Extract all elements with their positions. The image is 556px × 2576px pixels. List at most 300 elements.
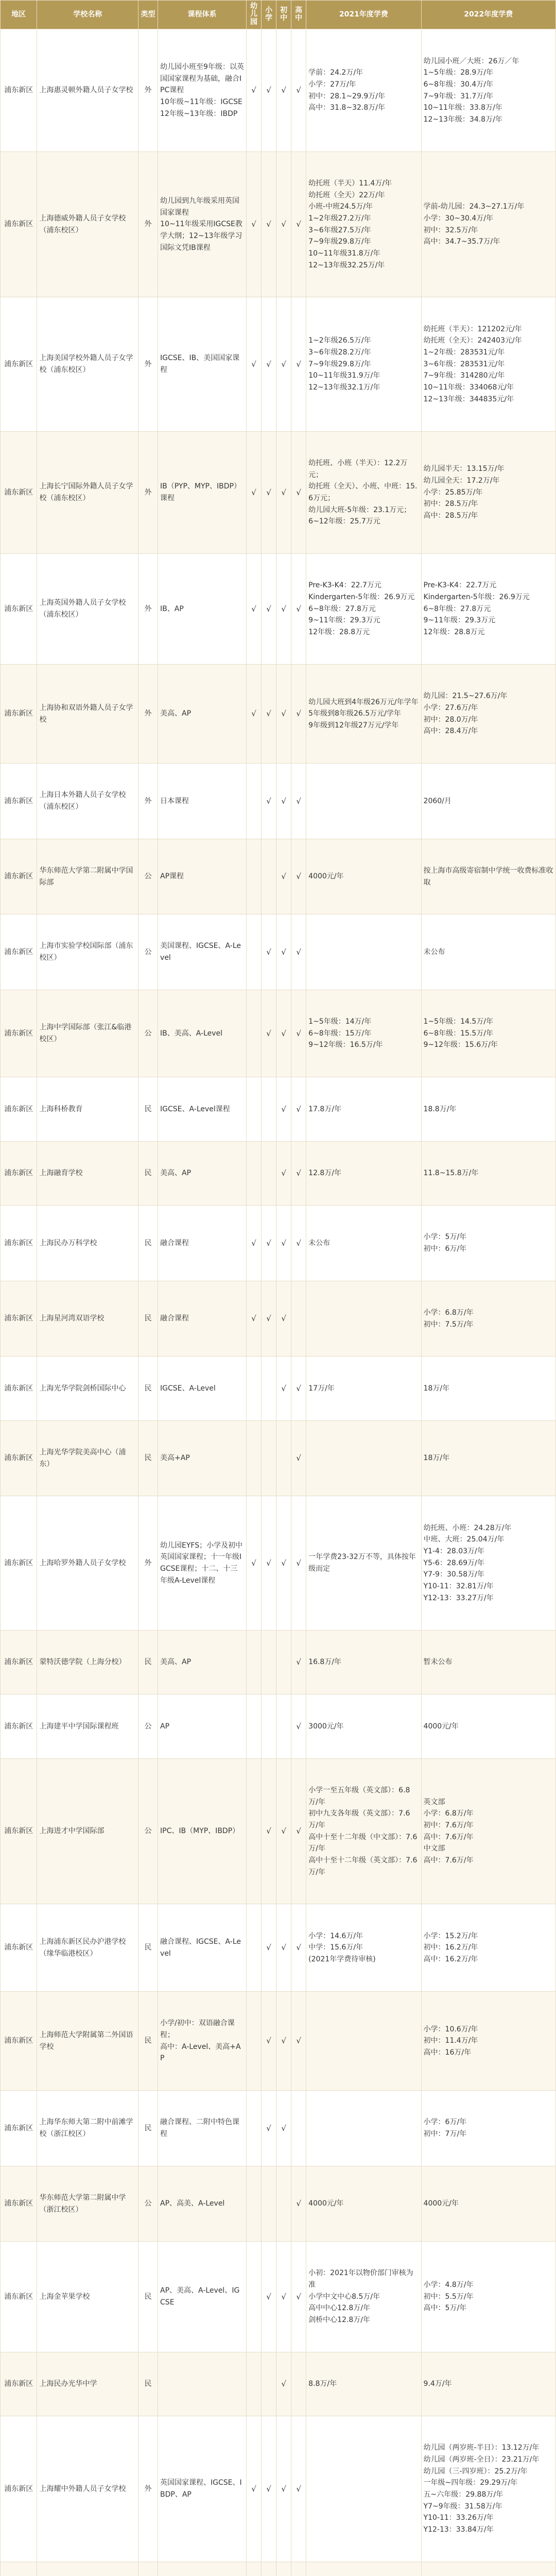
type-cell: 公 [138, 1694, 158, 1759]
high-check: √ [291, 151, 306, 297]
high-check: √ [291, 1694, 306, 1759]
district-cell: 浦东新区 [1, 1357, 37, 1421]
curriculum-cell: 融合课程 [158, 1281, 247, 1357]
fee-2021-cell: 未公布 [306, 1206, 421, 1281]
table-row [1, 29, 556, 152]
table-row [1, 2166, 556, 2242]
type-cell: 民 [138, 1357, 158, 1421]
high-check: √ [291, 1206, 306, 1281]
type-cell: 外 [138, 2416, 158, 2562]
kindergarten-check [247, 2091, 262, 2166]
table-row [1, 914, 556, 990]
fee-2022-cell: 幼儿园小班／大班：26万／年 1~5年级：28.9万/年 6~8年级：30.4万/年 7~9年级：31.7万/年 10~11年级：33.8万/年 12~13年级：34.8万/年 [421, 29, 555, 152]
fee-2021-cell [306, 1991, 421, 2091]
header-middle [276, 1, 291, 29]
primary-check [262, 2562, 276, 2576]
high-check: √ [291, 431, 306, 554]
kindergarten-check [247, 1077, 262, 1142]
middle-check: √ [276, 2352, 291, 2416]
header-fee-2022: 2022年度学费 [421, 1, 555, 29]
type-cell: 民 [138, 2352, 158, 2416]
type-cell: 公 [138, 2166, 158, 2242]
high-check: √ [291, 1357, 306, 1421]
table-body [1, 29, 556, 2576]
district-cell: 浦东新区 [1, 664, 37, 764]
fee-2021-cell: 12.8万/年 [306, 1141, 421, 1206]
district-cell: 浦东新区 [1, 1141, 37, 1206]
primary-check: √ [262, 1206, 276, 1281]
high-check: √ [291, 990, 306, 1077]
primary-check [262, 1420, 276, 1496]
type-cell: 民 [138, 1991, 158, 2091]
table-row [1, 554, 556, 665]
type-cell: 公 [138, 990, 158, 1077]
school-name-cell: 上海星河湾双语学校 [37, 1281, 138, 1357]
school-name-cell: 上海市实验学校国际部（浦东校区） [37, 914, 138, 990]
table-header [1, 1, 556, 29]
fee-2021-cell: 3000元/年 [306, 1694, 421, 1759]
primary-check: √ [262, 2091, 276, 2166]
school-name-cell: 上海耀中外籍人员子女学校 [37, 2416, 138, 2562]
high-check: √ [291, 1904, 306, 1992]
table-row [1, 764, 556, 839]
school-name-cell: 上海民办光华中学 [37, 2352, 138, 2416]
type-cell: 公 [138, 839, 158, 914]
curriculum-cell: 幼儿园到九年级采用英国国家课程 10~11年级采用IGCSE教学大纲；12~13年级学习国际文凭IB课程 [158, 151, 247, 297]
kindergarten-check [247, 764, 262, 839]
primary-check: √ [262, 297, 276, 432]
district-cell: 浦东新区 [1, 151, 37, 297]
middle-check: √ [276, 29, 291, 152]
kindergarten-check [247, 1141, 262, 1206]
primary-check: √ [262, 990, 276, 1077]
fee-2022-cell: 小学：5万/年 初中：6万/年 [421, 1206, 555, 1281]
curriculum-cell: AP、高美、A-Level [158, 2166, 247, 2242]
table-row [1, 2416, 556, 2562]
fee-2021-cell: 4000元/年 [306, 2166, 421, 2242]
kindergarten-check [247, 2242, 262, 2352]
fee-2022-cell: 小学：10.6万/年 初中：11.4万/年 高中：16万/年 [421, 1991, 555, 2091]
type-cell: 外 [138, 664, 158, 764]
fee-2021-cell: 学前：24.2万/年 小学：27万/年 初中：28.1~29.9万/年 高中：31.8~32.8万/年 [306, 29, 421, 152]
primary-check: √ [262, 2242, 276, 2352]
primary-check: √ [262, 914, 276, 990]
fee-2021-cell [306, 764, 421, 839]
high-check [291, 2091, 306, 2166]
kindergarten-check: √ [247, 431, 262, 554]
table-row [1, 664, 556, 764]
fee-2021-cell: 17万/年 [306, 1357, 421, 1421]
fee-2022-cell: 4000元/年 [421, 2166, 555, 2242]
high-check: √ [291, 29, 306, 152]
header-high-label: 高 中 [295, 6, 303, 23]
middle-check: √ [276, 2091, 291, 2166]
school-name-cell: 上海日本外籍人员子女学校（浦东校区） [37, 764, 138, 839]
fee-2021-cell [306, 1281, 421, 1357]
fee-2022-cell: 未公布 [421, 914, 555, 990]
kindergarten-check: √ [247, 554, 262, 665]
fee-2021-cell [306, 2562, 421, 2576]
school-name-cell: 上海光华学院美高中心（浦东） [37, 1420, 138, 1496]
curriculum-cell [158, 2562, 247, 2576]
type-cell: 民 [138, 2091, 158, 2166]
fee-2021-cell [306, 914, 421, 990]
high-check: √ [291, 2416, 306, 2562]
fee-2022-cell: 英文部 小学：6.8万/年 初中：7.6万/年 高中：7.6万/年 中文部 高中：7.6万/年 [421, 1758, 555, 1904]
type-cell: 民 [138, 1141, 158, 1206]
school-name-cell: 上海德威外籍人员子女学校（浦东校区） [37, 151, 138, 297]
school-name-cell: 上海中学国际部（张江&临港校区） [37, 990, 138, 1077]
middle-check: √ [276, 1357, 291, 1421]
table-row [1, 1496, 556, 1631]
primary-check: √ [262, 2416, 276, 2562]
header-curriculum: 课程体系 [158, 1, 247, 29]
curriculum-cell: AP课程 [158, 839, 247, 914]
table-row [1, 1694, 556, 1759]
primary-check [262, 1077, 276, 1142]
fee-2021-cell: 16.8万/年 [306, 1630, 421, 1694]
primary-check: √ [262, 1496, 276, 1631]
district-cell: 浦东新区 [1, 1758, 37, 1904]
curriculum-cell: 融合课程、二附中特色课程 [158, 2091, 247, 2166]
middle-check: √ [276, 914, 291, 990]
school-name-cell: 上海美国学校外籍人员子女学校（浦东校区） [37, 297, 138, 432]
middle-check: √ [276, 1281, 291, 1357]
high-check: √ [291, 1991, 306, 2091]
high-check: √ [291, 914, 306, 990]
district-cell: 浦东新区 [1, 914, 37, 990]
header-high [291, 1, 306, 29]
kindergarten-check: √ [247, 29, 262, 152]
header-district: 地区 [1, 1, 37, 29]
middle-check: √ [276, 1077, 291, 1142]
high-check: √ [291, 664, 306, 764]
fee-2021-cell [306, 1420, 421, 1496]
fee-2022-cell: 幼儿园（两岁班-半日）：13.12万/年 幼儿园（两岁班-全日）：23.21万/年 幼儿园（三-四岁班）：25.2万/年 一年级~四年级：29.29万/年 五~六年级：29.88万/年 Y7~9年级：31.58万/年 Y10-11：33.26万/年 Y12-13：33.84万/年 [421, 2416, 555, 2562]
fee-2021-cell: 8.8万/年 [306, 2352, 421, 2416]
kindergarten-check [247, 1991, 262, 2091]
high-check: √ [291, 1420, 306, 1496]
school-name-cell: 上海协和双语外籍人员子女学校 [37, 664, 138, 764]
type-cell: 民 [138, 1281, 158, 1357]
fee-2022-cell: 9.4万/年 [421, 2352, 555, 2416]
kindergarten-check: √ [247, 151, 262, 297]
type-cell: 外 [138, 431, 158, 554]
district-cell: 浦东新区 [1, 29, 37, 152]
school-name-cell: 上海光华学院剑桥国际中心 [37, 1357, 138, 1421]
type-cell: 民 [138, 1077, 158, 1142]
table-row [1, 431, 556, 554]
table-row [1, 1991, 556, 2091]
fee-2021-cell: 小学：14.6万/年 中学：15.6万/年 (2021年学费待审核) [306, 1904, 421, 1992]
school-name-cell: 上海金苹果学校 [37, 2242, 138, 2352]
type-cell [138, 2562, 158, 2576]
fee-2021-cell: 幼托班（半天）11.4万/年 幼托班（全天）22万/年 小班-中班24.5万/年 1~2年级27.2万/年 3~6年级27.5万/年 7~9年级29.8万/年 10~11年级31.8万/年 12~13年级32.25万/年 [306, 151, 421, 297]
middle-check: √ [276, 1758, 291, 1904]
district-cell: 浦东新区 [1, 431, 37, 554]
curriculum-cell: IGCSE、IB、美国国家课程 [158, 297, 247, 432]
district-cell: 浦东新区 [1, 839, 37, 914]
district-cell: 浦东新区 [1, 554, 37, 665]
header-row [1, 1, 556, 29]
school-name-cell: 上海浦东新区民办沪港学校（缘华临港校区） [37, 1904, 138, 1992]
fee-2022-cell: 4000元/年 [421, 1694, 555, 1759]
table-row [1, 1904, 556, 1992]
high-check: √ [291, 2166, 306, 2242]
fee-2021-cell: 1~5年级：14万/年 6~8年级：15万/年 9~12年级：16.5万/年 [306, 990, 421, 1077]
curriculum-cell: 英国国家课程、IGCSE、IBDP、AP [158, 2416, 247, 2562]
district-cell: 浦东新区 [1, 1420, 37, 1496]
type-cell: 外 [138, 1496, 158, 1631]
kindergarten-check [247, 839, 262, 914]
school-name-cell: 上海惠灵顿外籍人员子女学校 [37, 29, 138, 152]
curriculum-cell: 美高、AP [158, 1141, 247, 1206]
header-school: 学校名称 [37, 1, 138, 29]
district-cell: 浦东新区 [1, 1904, 37, 1992]
middle-check: √ [276, 664, 291, 764]
curriculum-cell: IGCSE、A-Level课程 [158, 1077, 247, 1142]
table-row [1, 151, 556, 297]
type-cell: 外 [138, 764, 158, 839]
fee-2021-cell: 一年学费23-32万不等，具体按年级而定 [306, 1496, 421, 1631]
primary-check: √ [262, 1904, 276, 1992]
header-primary-label: 小 学 [265, 6, 273, 23]
header-kindergarten [247, 1, 262, 29]
kindergarten-check [247, 1630, 262, 1694]
fee-2021-cell [306, 2091, 421, 2166]
primary-check: √ [262, 1281, 276, 1357]
fee-2021-cell: 4000元/年 [306, 839, 421, 914]
kindergarten-check [247, 1357, 262, 1421]
district-cell: 浦东新区 [1, 1077, 37, 1142]
table-row [1, 839, 556, 914]
type-cell: 外 [138, 554, 158, 665]
primary-check [262, 1694, 276, 1759]
middle-check: √ [276, 151, 291, 297]
high-check: √ [291, 1077, 306, 1142]
fee-2022-cell: Pre-K3-K4：22.7万元 Kindergarten-5年级：26.9万元 6~8年级：27.8万元 9~11年级：29.3万元 12年级：28.8万元 [421, 554, 555, 665]
type-cell: 外 [138, 297, 158, 432]
kindergarten-check [247, 2352, 262, 2416]
primary-check: √ [262, 764, 276, 839]
district-cell: 浦东新区 [1, 990, 37, 1077]
primary-check [262, 2166, 276, 2242]
school-name-cell: 蒙特沃德学院（上海分校） [37, 1630, 138, 1694]
kindergarten-check [247, 1758, 262, 1904]
school-name-cell: 上海建平中学国际课程班 [37, 1694, 138, 1759]
school-name-cell: 华东师范大学第二附属中学国际部 [37, 839, 138, 914]
curriculum-cell: IPC、IB（MYP、IBDP） [158, 1758, 247, 1904]
fee-2022-cell: 18万/年 [421, 1420, 555, 1496]
primary-check [262, 1357, 276, 1421]
primary-check [262, 2352, 276, 2416]
type-cell: 民 [138, 1206, 158, 1281]
middle-check: √ [276, 1991, 291, 2091]
curriculum-cell: IB（PYP、MYP、IBDP）课程 [158, 431, 247, 554]
high-check: √ [291, 1758, 306, 1904]
type-cell: 民 [138, 1630, 158, 1694]
district-cell [1, 2562, 37, 2576]
school-name-cell: 上海华东师大第二附中前滩学校（浙江校区） [37, 2091, 138, 2166]
table-row [1, 2242, 556, 2352]
district-cell: 浦东新区 [1, 297, 37, 432]
fee-2021-cell: 1~2年级26.5万/年 3~6年级28.2万/年 7~9年级29.8万/年 10~11年级31.9万/年 12~13年级32.1万/年 [306, 297, 421, 432]
school-name-cell: 上海进才中学国际部 [37, 1758, 138, 1904]
curriculum-cell: 融合课程 [158, 1206, 247, 1281]
primary-check: √ [262, 431, 276, 554]
curriculum-cell: 美高、AP [158, 1630, 247, 1694]
curriculum-cell: 幼儿园EYFS；小学及初中英国国家课程；十一年级IGCSE课程；十二、十三年级A-Level课程 [158, 1496, 247, 1631]
curriculum-cell: 融合课程、IGCSE、A-Level [158, 1904, 247, 1992]
header-middle-label: 初 中 [280, 6, 288, 23]
fee-2022-cell: 暂未公布 [421, 1630, 555, 1694]
curriculum-cell: 日本课程 [158, 764, 247, 839]
fee-2021-cell: 小初：2021年以物价部门审核为准 小学中文中心8.5万/年 高中中心12.8万/年 剑桥中心12.8万/年 [306, 2242, 421, 2352]
header-fee-2021: 2021年度学费 [306, 1, 421, 29]
fee-2022-cell: 小学：6万/年 初中：7万/年 [421, 2091, 555, 2166]
fee-2021-cell: 幼儿园大班到4年级26万元/年学年 5年级到8年级26.5万元/学年 9年级到12年级27万元/学年 [306, 664, 421, 764]
kindergarten-check: √ [247, 664, 262, 764]
kindergarten-check: √ [247, 2416, 262, 2562]
header-kindergarten-label: 幼 儿 园 [250, 2, 258, 26]
fee-2022-cell [421, 2562, 555, 2576]
fee-2021-cell: 17.8万/年 [306, 1077, 421, 1142]
school-name-cell: 上海长宁国际外籍人员子女学校（浦东校区） [37, 431, 138, 554]
district-cell: 浦东新区 [1, 764, 37, 839]
high-check: √ [291, 1496, 306, 1631]
curriculum-cell: 小学/初中：双语融合课程； 高中：A-Level、美高+AP [158, 1991, 247, 2091]
middle-check: √ [276, 990, 291, 1077]
primary-check [262, 1630, 276, 1694]
primary-check: √ [262, 554, 276, 665]
school-name-cell: 上海科桥教育 [37, 1077, 138, 1142]
primary-check: √ [262, 29, 276, 152]
kindergarten-check: √ [247, 1496, 262, 1631]
fee-2021-cell: Pre-K3-K4：22.7万元 Kindergarten-5年级：26.9万元 6~8年级：27.8万元 9~11年级：29.3万元 12年级：28.8万元 [306, 554, 421, 665]
middle-check [276, 1694, 291, 1759]
kindergarten-check [247, 1904, 262, 1992]
high-check: √ [291, 839, 306, 914]
middle-check: √ [276, 1496, 291, 1631]
district-cell: 浦东新区 [1, 2091, 37, 2166]
fee-2022-cell: 幼儿园：21.5~27.6万/年 小学：27.6万/年 初中：28.0万/年 高中：28.4万/年 [421, 664, 555, 764]
school-name-cell: 上海师范大学附属第二外国语学校 [37, 1991, 138, 2091]
table-row [1, 1141, 556, 1206]
curriculum-cell: IGCSE、A-Level [158, 1357, 247, 1421]
kindergarten-check [247, 2562, 262, 2576]
middle-check: √ [276, 431, 291, 554]
fee-2022-cell: 11.8~15.8万/年 [421, 1141, 555, 1206]
fee-2022-cell: 幼托班、小班：24.28万/年 中班、大班：25.04万/年 Y1-4：28.03万/年 Y5-6：28.69万/年 Y7-9：30.58万/年 Y10-11：32.81万/年 Y12-13：33.27万/年 [421, 1496, 555, 1631]
school-name-cell: 华东师范大学第二附属中学（浙江校区） [37, 2166, 138, 2242]
middle-check: √ [276, 2242, 291, 2352]
kindergarten-check: √ [247, 1206, 262, 1281]
middle-check [276, 2562, 291, 2576]
curriculum-cell [158, 2352, 247, 2416]
school-name-cell [37, 2562, 138, 2576]
middle-check: √ [276, 2416, 291, 2562]
fee-2022-cell: 学前-幼儿园：24.3~27.1万/年 小学：30~30.4万/年 初中：32.5万/年 高中：34.7~35.7万/年 [421, 151, 555, 297]
fee-2022-cell: 幼托班（半天）：121202元/年 幼托班（全天）：242403元/年 1~2年级：283531元/年 3~6年级：283531元/年 7~9年级：314280元/年 10~11年级：334068元/年 12~13年级：344835元/年 [421, 297, 555, 432]
type-cell: 外 [138, 29, 158, 152]
fee-2022-cell: 按上海市高级寄宿制中学统一收费标准收取 [421, 839, 555, 914]
kindergarten-check [247, 1420, 262, 1496]
table-row [1, 2352, 556, 2416]
header-type: 类型 [138, 1, 158, 29]
table-row [1, 1281, 556, 1357]
primary-check [262, 1141, 276, 1206]
table-row [1, 1630, 556, 1694]
table-row [1, 2562, 556, 2576]
table-row [1, 1420, 556, 1496]
primary-check: √ [262, 151, 276, 297]
curriculum-cell: IB、美高、A-Level [158, 990, 247, 1077]
fee-2022-cell: 18.8万/年 [421, 1077, 555, 1142]
table-row [1, 1077, 556, 1142]
kindergarten-check [247, 2166, 262, 2242]
high-check: √ [291, 764, 306, 839]
middle-check: √ [276, 554, 291, 665]
fee-2021-cell: 幼托班、小班（半天）：12.2万元； 幼托班（全天）、小班、中班：15.6万元； 幼儿园大班-5年级：23.1万元； 6~12年级：25.7万元 [306, 431, 421, 554]
table-row [1, 1206, 556, 1281]
school-name-cell: 上海融育学校 [37, 1141, 138, 1206]
curriculum-cell: AP [158, 1694, 247, 1759]
primary-check [262, 839, 276, 914]
fee-2022-cell: 小学：4.8万/年 初中：5.5万/年 高中：5万/年 [421, 2242, 555, 2352]
type-cell: 民 [138, 2242, 158, 2352]
high-check [291, 1281, 306, 1357]
kindergarten-check [247, 1694, 262, 1759]
middle-check: √ [276, 1206, 291, 1281]
district-cell: 浦东新区 [1, 1991, 37, 2091]
curriculum-cell: 美高+AP [158, 1420, 247, 1496]
primary-check: √ [262, 664, 276, 764]
high-check: √ [291, 297, 306, 432]
fee-2022-cell: 小学：6.8万/年 初中：7.5万/年 [421, 1281, 555, 1357]
kindergarten-check [247, 914, 262, 990]
curriculum-cell: 美高、AP [158, 664, 247, 764]
table-row [1, 2091, 556, 2166]
curriculum-cell: 美国课程、IGCSE、A-Level [158, 914, 247, 990]
fee-2022-cell: 小学：15.2万/年 初中：16.2万/年 高中：16.2万/年 [421, 1904, 555, 1992]
middle-check: √ [276, 1141, 291, 1206]
middle-check: √ [276, 1904, 291, 1992]
high-check: √ [291, 1141, 306, 1206]
district-cell: 浦东新区 [1, 1496, 37, 1631]
district-cell: 浦东新区 [1, 2242, 37, 2352]
kindergarten-check: √ [247, 1281, 262, 1357]
district-cell: 浦东新区 [1, 1281, 37, 1357]
type-cell: 外 [138, 151, 158, 297]
high-check [291, 2352, 306, 2416]
table-row [1, 1758, 556, 1904]
fee-2021-cell [306, 2416, 421, 2562]
middle-check: √ [276, 297, 291, 432]
fee-2022-cell: 1~5年级：14.5万/年 6~8年级：15.5万/年 9~12年级：15.6万/年 [421, 990, 555, 1077]
header-primary [262, 1, 276, 29]
table-row [1, 990, 556, 1077]
district-cell: 浦东新区 [1, 2352, 37, 2416]
primary-check: √ [262, 1758, 276, 1904]
primary-check: √ [262, 1991, 276, 2091]
curriculum-cell: IB、AP [158, 554, 247, 665]
type-cell: 公 [138, 914, 158, 990]
middle-check [276, 2166, 291, 2242]
middle-check: √ [276, 839, 291, 914]
district-cell: 浦东新区 [1, 1206, 37, 1281]
fee-2022-cell: 2060/月 [421, 764, 555, 839]
middle-check [276, 1420, 291, 1496]
